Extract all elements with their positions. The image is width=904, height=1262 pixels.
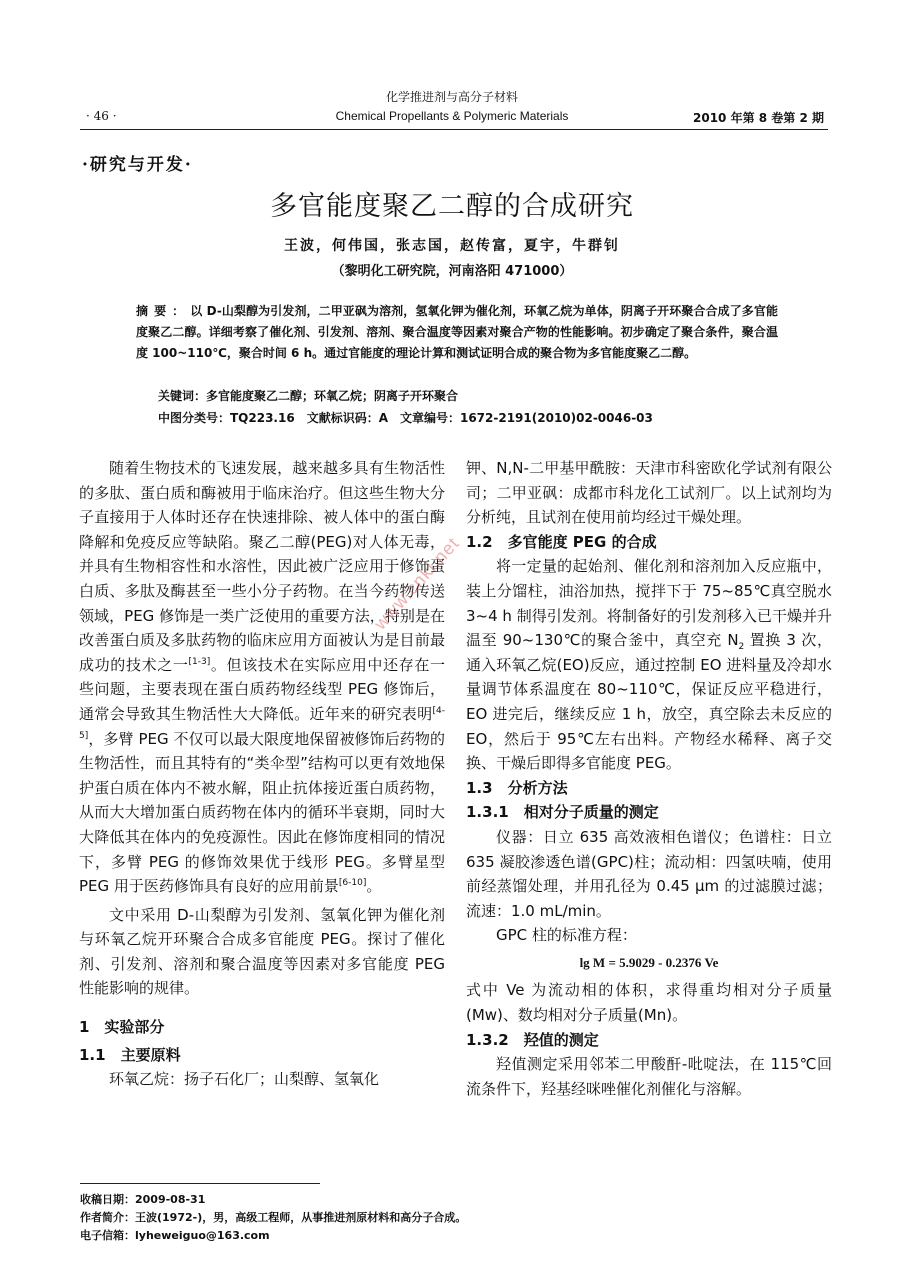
abstract-text: 以 D-山梨醇为引发剂，二甲亚砜为溶剂，氢氧化钾为催化剂，环氧乙烷为单体，阴离子开环聚合合成了多官能度聚乙二醇。详细考察了催化剂、引发剂、溶剂、聚合温度等因素对聚合产物的性能影响。初步确定了聚合条件，聚合温度 100~110℃，聚合时间 6 h。通过官能度的理论计算和测试证明合成的聚合物为多官能度聚乙二醇。	[136, 304, 778, 360]
materials-paragraph: 环氧乙烷：扬子石化厂；山梨醇、氢氧化	[109, 1070, 380, 1089]
section-heading-experimental: 1 实验部分	[79, 1018, 165, 1037]
left-column	[79, 456, 445, 1092]
intro-text-a: 随着生物技术的飞速发展，越来越多具有生物活性的多肽、蛋白质和酶被用于临床治疗。但这些生物大分子直接用于人体时还存在快速排除、被人体中的蛋白酶降解和免疫反应等缺陷。聚乙二醇(PEG)对人体无毒，并具有生物相容性和水溶性，因此被广泛应用于修饰蛋白质、多肽及酶甚至一些小分子药物。在当今药物传送领域，PEG 修饰是一类广泛使用的重要方法，特别是在改善蛋白质及多肽药物的临床应用方面被认为是目前最成功的技术之一	[79, 459, 445, 674]
footnote-rule	[80, 1183, 320, 1184]
abstract-label: 摘要：	[136, 304, 191, 318]
gpc-equation-intro: GPC 柱的标准方程：	[496, 926, 637, 945]
synthesis-paragraph	[466, 554, 832, 775]
author-email: 电子信箱：lyheweiguo@163.com	[80, 1229, 270, 1242]
citation-ref: [4-5]	[79, 705, 445, 741]
gpc-equation: lg M = 5.9029 - 0.2376 Ve	[579, 954, 719, 970]
instrument-paragraph: 仪器：日立 635 高效液相色谱仪；色谱柱：日立 635 凝胶渗透色谱(GPC)柱；流动相：四氢呋喃，使用前经蒸馏处理，并用孔径为 0.45 μm 的过滤膜过滤；流速：1.0 mL/min。	[466, 827, 832, 920]
intro-text-c: ，多臂 PEG 不仅可以最大限度地保留被修饰后药物的生物活性，而且其特有的“类伞型”结构可以更有效地保护蛋白质在体内不被水解，阻止抗体接近蛋白质药物，从而大大增加蛋白质药物在体内的循环半衰期，同时大大降低其在体内的免疫源性。因此在修饰度相同的情况下，多臂 PEG 的修饰效果优于线形 PEG。多臂星型 PEG 用于医药修饰具有良好的应用前景	[79, 729, 445, 896]
issue-info: 2010 年第 8 卷第 2 期	[693, 111, 824, 125]
subsection-heading-synthesis: 1.2 多官能度 PEG 的合成	[466, 532, 657, 551]
subsection-heading-analysis: 1.3 分析方法	[466, 778, 568, 797]
materials-continued: 钾、N,N-二甲基甲酰胺：天津市科密欧化学试剂有限公司；二甲亚砜：成都市科龙化工试剂厂。以上试剂均为分析纯，且试剂在使用前均经过干燥处理。	[466, 459, 832, 527]
received-date: 收稿日期：2009-08-31	[80, 1193, 206, 1206]
equation-explanation: 式中 Ve 为流动相的体积，求得重均相对分子质量(Mw)、数均相对分子质量(Mn)。	[466, 981, 832, 1025]
citation-ref: [1-3]	[188, 656, 211, 667]
watermark: www.cnki.net	[370, 533, 464, 634]
affiliation: （黎明化工研究院，河南洛阳 471000）	[331, 264, 573, 279]
synthesis-text-a: 将一定量的起始剂、催化剂和溶剂加入反应瓶中，装上分馏柱，油浴加热，搅拌下于 75~85℃真空脱水 3~4 h 制得引发剂。将制备好的引发剂移入已干燥并升温至 90~130℃的聚合釜中，真空充 N	[466, 557, 832, 650]
subsection-heading-materials: 1.1 主要原料	[79, 1045, 181, 1064]
intro-paragraph-2: 文中采用 D-山梨醇为引发剂、氢氧化钾为催化剂与环氧乙烷开环聚合合成多官能度 PEG。探讨了催化剂、引发剂、溶剂和聚合温度等因素对多官能度 PEG 性能影响的规律。	[79, 905, 445, 998]
keywords: 关键词：多官能度聚乙二醇；环氧乙烷；阴离子开环聚合	[158, 389, 459, 403]
subsubsection-heading-hydroxyl: 1.3.2 羟值的测定	[466, 1030, 599, 1049]
abstract	[136, 301, 778, 364]
right-column	[466, 456, 832, 1101]
classification-line: 中图分类号：TQ223.16 文献标识码：A 文章编号：1672-2191(2010)02-0046-03	[158, 411, 653, 425]
citation-ref: [6-10]	[338, 878, 367, 889]
article-title: 多官能度聚乙二醇的合成研究	[270, 191, 634, 222]
synthesis-text-b: 置换 3 次，通入环氧乙烷(EO)反应，通过控制 EO 进料量及冷却水量调节体系温度在 80~110℃，保证反应平稳进行，EO 进完后，继续反应 1 h，放空，真空除去未反应的 EO，然后于 95℃左右出料。产物经水稀释、离子交换、干燥后即得多官能度 PEG。	[466, 631, 832, 773]
journal-title-en: Chemical Propellants & Polymeric Materials	[335, 109, 569, 123]
author-bio: 作者简介：王波(1972-)，男，高级工程师，从事推进剂原材料和高分子合成。	[80, 1211, 467, 1224]
subscript: 2	[738, 642, 745, 653]
intro-text-b: 。但该技术在实际应用中还存在一些问题，主要表现在蛋白质药物经线型 PEG 修饰后，通常会导致其生物活性大大降低。近年来的研究表明	[79, 655, 445, 723]
intro-text-d: 。	[366, 877, 382, 896]
authors: 王波，何伟国，张志国，赵传富，夏宇，牛群钊	[284, 238, 620, 254]
header-rule	[80, 129, 828, 130]
footnotes	[80, 1191, 780, 1245]
journal-title-cn: 化学推进剂与高分子材料	[385, 90, 518, 104]
subsubsection-heading-mw: 1.3.1 相对分子质量的测定	[466, 803, 659, 822]
page-number: · 46 ·	[86, 109, 117, 123]
section-tag: ·研究与开发·	[82, 155, 193, 175]
intro-paragraph	[79, 456, 445, 899]
hydroxyl-paragraph: 羟值测定采用邻苯二甲酸酐-吡啶法，在 115℃回流条件下，羟基经咪唑催化剂催化与溶解。	[466, 1055, 832, 1098]
